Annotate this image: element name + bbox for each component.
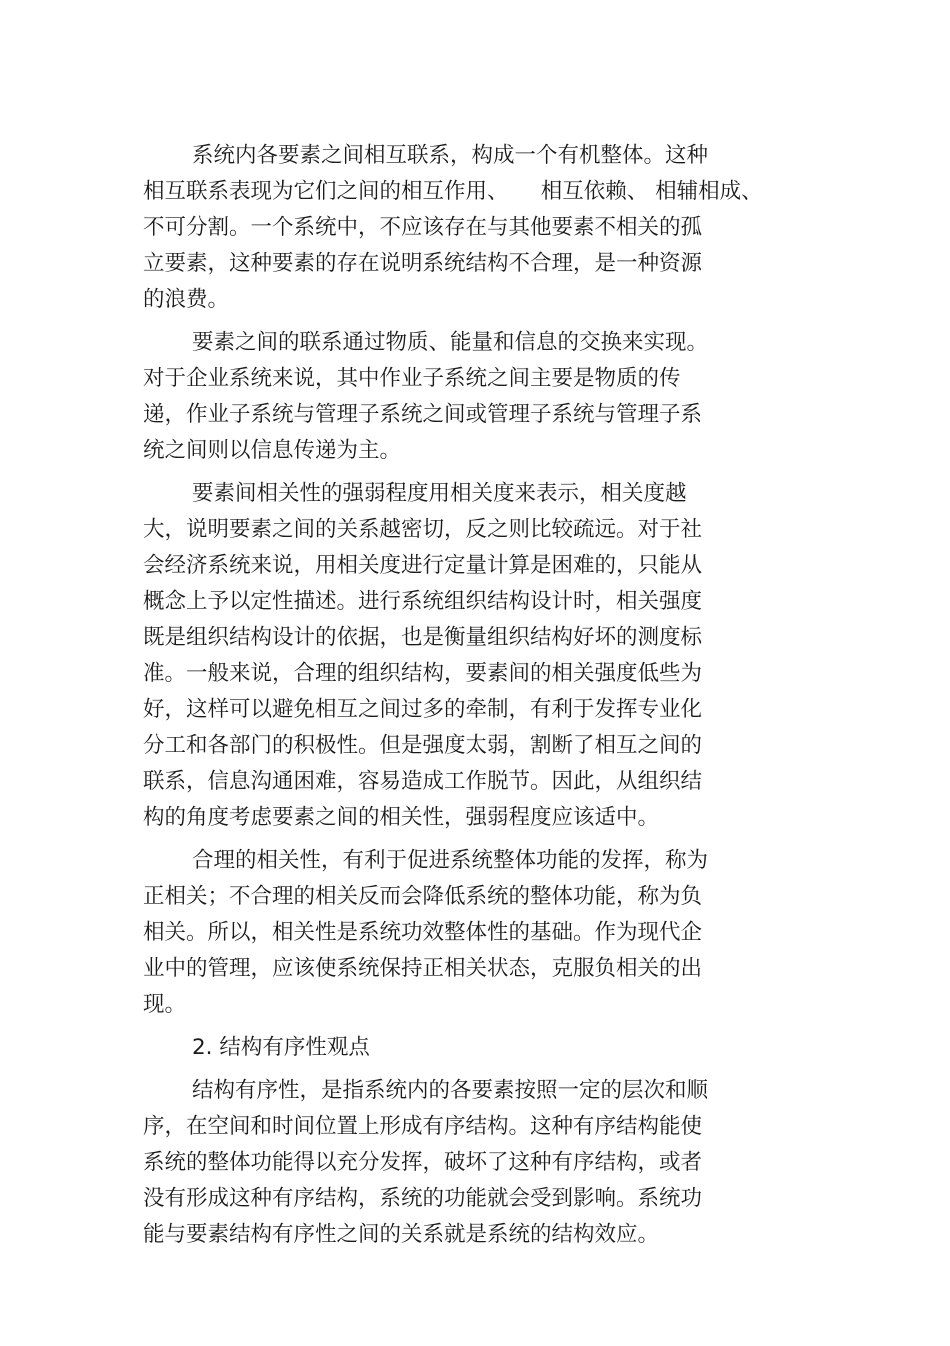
paragraph-element-interconnection <box>143 138 803 318</box>
text-line: 联系，信息沟通困难，容易造成工作脱节。因此，从组织结 <box>143 769 703 794</box>
text-line: 系统的整体功能得以充分发挥，破坏了这种有序结构，或者 <box>143 1150 703 1175</box>
text-line: 正相关；不合理的相关反而会降低系统的整体功能，称为负 <box>143 884 703 909</box>
text-line: 相互联系表现为它们之间的相互作用、 相互依赖、 相辅相成、 <box>143 179 763 204</box>
text-line: 合理的相关性，有利于促进系统整体功能的发挥，称为 <box>192 848 709 873</box>
text-line: 序，在空间和时间位置上形成有序结构。这种有序结构能使 <box>143 1114 703 1139</box>
text-line: 业中的管理，应该使系统保持正相关状态，克服负相关的出 <box>143 956 703 981</box>
text-line: 统之间则以信息传递为主。 <box>143 438 402 463</box>
text-line: 构的角度考虑要素之间的相关性，强弱程度应该适中。 <box>143 805 660 830</box>
text-line: 能与要素结构有序性之间的关系就是系统的结构效应。 <box>143 1222 660 1247</box>
text-line: 没有形成这种有序结构，系统的功能就会受到影响。系统功 <box>143 1186 703 1211</box>
text-line: 立要素，这种要素的存在说明系统结构不合理，是一种资源 <box>143 251 703 276</box>
text-line: 要素间相关性的强弱程度用相关度来表示，相关度越 <box>192 481 687 506</box>
text-line: 系统内各要素之间相互联系，构成一个有机整体。这种 <box>192 143 709 168</box>
text-line: 会经济系统来说，用相关度进行定量计算是困难的，只能从 <box>143 553 703 578</box>
paragraph-correlation-degree <box>143 476 803 836</box>
text-line: 要素之间的联系通过物质、能量和信息的交换来实现。 <box>192 330 709 355</box>
text-line: 现。 <box>143 992 187 1017</box>
text-line: 的浪费。 <box>143 287 230 312</box>
text-line: 准。一般来说，合理的组织结构，要素间的相关强度低些为 <box>143 661 703 686</box>
section-title: 2. 结构有序性观点 <box>192 1035 370 1060</box>
section-heading <box>143 1030 803 1066</box>
text-line: 对于企业系统来说，其中作业子系统之间主要是物质的传 <box>143 366 681 391</box>
paragraph-positive-correlation <box>143 843 803 1023</box>
text-line: 分工和各部门的积极性。但是强度太弱，割断了相互之间的 <box>143 733 703 758</box>
paragraph-exchange <box>143 325 803 469</box>
text-line: 概念上予以定性描述。进行系统组织结构设计时，相关强度 <box>143 589 703 614</box>
document-body <box>143 138 803 1253</box>
text-line: 大，说明要素之间的关系越密切，反之则比较疏远。对于社 <box>143 517 703 542</box>
text-line: 不可分割。一个系统中，不应该存在与其他要素不相关的孤 <box>143 215 703 240</box>
text-line: 既是组织结构设计的依据，也是衡量组织结构好坏的测度标 <box>143 625 703 650</box>
text-line: 结构有序性，是指系统内的各要素按照一定的层次和顺 <box>192 1078 709 1103</box>
text-line: 好，这样可以避免相互之间过多的牵制，有利于发挥专业化 <box>143 697 703 722</box>
paragraph-structural-order <box>143 1073 803 1253</box>
text-line: 相关。所以，相关性是系统功效整体性的基础。作为现代企 <box>143 920 703 945</box>
text-line: 递，作业子系统与管理子系统之间或管理子系统与管理子系 <box>143 402 703 427</box>
